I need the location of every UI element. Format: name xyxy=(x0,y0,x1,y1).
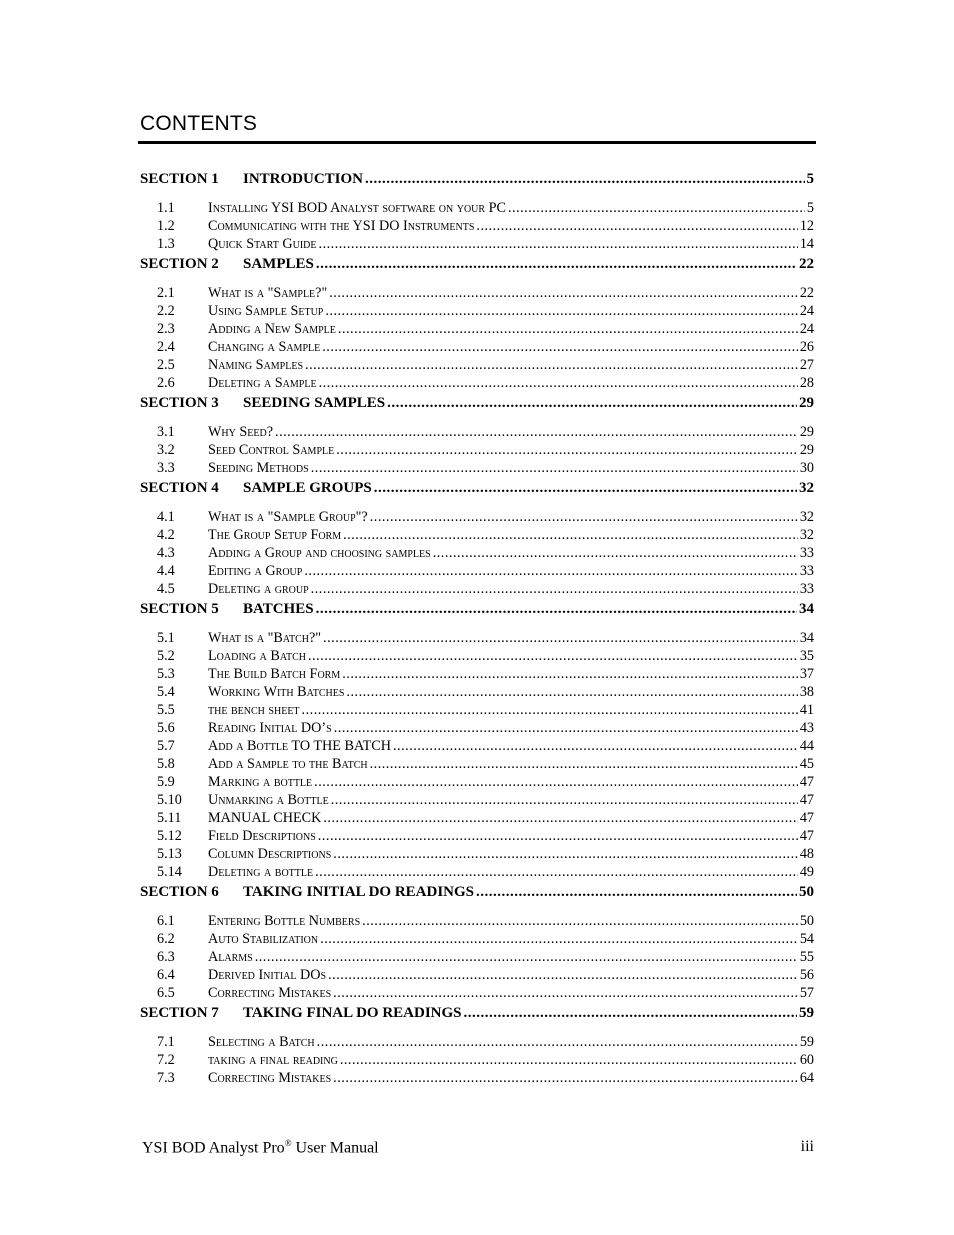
toc-subsection-entry[interactable] xyxy=(140,648,814,666)
toc-subsection-entry[interactable] xyxy=(140,828,814,846)
subsection-number: 7.2 xyxy=(157,1052,175,1068)
toc-subsection-entry[interactable] xyxy=(140,684,814,702)
dot-leader xyxy=(393,738,798,755)
subsection-title: Communicating with the YSI DO Instruments xyxy=(208,218,475,234)
section-title: TAKING INITIAL DO READINGS xyxy=(243,884,475,900)
subsection-number: 5.10 xyxy=(157,792,182,808)
subsection-page-number: 44 xyxy=(799,738,814,754)
subsection-page-number: 28 xyxy=(799,375,814,391)
section-label: SECTION 7 xyxy=(140,1005,219,1021)
subsection-title: Seed Control Sample xyxy=(208,442,335,458)
toc-subsection-entry[interactable] xyxy=(140,720,814,738)
subsection-number: 2.2 xyxy=(157,303,175,319)
subsection-number: 2.5 xyxy=(157,357,175,373)
subsection-number: 7.3 xyxy=(157,1070,175,1086)
dot-leader xyxy=(333,846,798,863)
dot-leader xyxy=(314,774,798,791)
toc-subsection-entry[interactable] xyxy=(140,810,814,828)
subsection-number: 4.4 xyxy=(157,563,175,579)
toc-subsection-entry[interactable] xyxy=(140,303,814,321)
dot-leader xyxy=(508,200,805,217)
subsection-title: Quick Start Guide xyxy=(208,236,317,252)
toc-subsection-list xyxy=(140,200,814,254)
subsection-page-number: 32 xyxy=(799,527,814,543)
toc-subsection-entry[interactable] xyxy=(140,985,814,1003)
subsection-title: Add a Sample to the Batch xyxy=(208,756,368,772)
toc-subsection-entry[interactable] xyxy=(140,236,814,254)
subsection-number: 1.3 xyxy=(157,236,175,252)
section-label: SECTION 4 xyxy=(140,480,219,496)
dot-leader xyxy=(319,375,798,392)
dot-leader xyxy=(320,931,798,948)
subsection-title: Using Sample Setup xyxy=(208,303,324,319)
subsection-page-number: 5 xyxy=(806,200,814,216)
subsection-title: Unmarking a Bottle xyxy=(208,792,329,808)
subsection-page-number: 47 xyxy=(799,828,814,844)
toc-subsection-list xyxy=(140,913,814,1003)
dot-leader xyxy=(464,1005,797,1022)
subsection-title: Derived Initial DOs xyxy=(208,967,327,983)
dot-leader xyxy=(433,545,798,562)
subsection-title: Adding a Group and choosing samples xyxy=(208,545,431,561)
section-title: SAMPLE GROUPS xyxy=(243,480,372,496)
toc-subsection-entry[interactable] xyxy=(140,931,814,949)
subsection-number: 3.2 xyxy=(157,442,175,458)
toc-section-entry[interactable] xyxy=(140,1005,814,1031)
dot-leader xyxy=(476,218,797,235)
subsection-page-number: 22 xyxy=(799,285,814,301)
subsection-title: What is a "Sample Group"? xyxy=(208,509,368,525)
toc-subsection-list xyxy=(140,1034,814,1088)
subsection-title: Naming Samples xyxy=(208,357,304,373)
subsection-number: 5.11 xyxy=(157,810,182,826)
subsection-number: 3.1 xyxy=(157,424,175,440)
section-title: SEEDING SAMPLES xyxy=(243,395,386,411)
subsection-title: Correcting Mistakes xyxy=(208,1070,332,1086)
subsection-title: What is a "Batch?" xyxy=(208,630,322,646)
subsection-page-number: 37 xyxy=(799,666,814,682)
subsection-page-number: 57 xyxy=(799,985,814,1001)
section-page-number: 5 xyxy=(806,171,814,187)
subsection-number: 1.2 xyxy=(157,218,175,234)
dot-leader xyxy=(317,1034,798,1051)
subsection-title: Alarms xyxy=(208,949,253,965)
page-title: CONTENTS xyxy=(140,112,258,135)
subsection-page-number: 27 xyxy=(799,357,814,373)
toc-subsection-entry[interactable] xyxy=(140,460,814,478)
toc-subsection-entry[interactable] xyxy=(140,321,814,339)
subsection-title: Why Seed? xyxy=(208,424,274,440)
toc-subsection-entry[interactable] xyxy=(140,738,814,756)
subsection-page-number: 33 xyxy=(799,563,814,579)
dot-leader xyxy=(362,913,798,930)
dot-leader xyxy=(387,395,797,412)
dot-leader xyxy=(370,756,798,773)
subsection-title: taking a final reading xyxy=(208,1052,338,1068)
toc-subsection-entry[interactable] xyxy=(140,375,814,393)
subsection-number: 4.3 xyxy=(157,545,175,561)
subsection-title: Add a Bottle TO THE BATCH xyxy=(208,738,391,754)
subsection-page-number: 26 xyxy=(799,339,814,355)
subsection-page-number: 24 xyxy=(799,321,814,337)
section-page-number: 50 xyxy=(799,884,814,900)
subsection-page-number: 35 xyxy=(799,648,814,664)
toc-subsection-entry[interactable] xyxy=(140,756,814,774)
subsection-page-number: 48 xyxy=(799,846,814,862)
subsection-title: Selecting a Batch xyxy=(208,1034,315,1050)
toc-subsection-entry[interactable] xyxy=(140,967,814,985)
dot-leader xyxy=(346,684,797,701)
subsection-title: Entering Bottle Numbers xyxy=(208,913,361,929)
dot-leader xyxy=(333,1070,798,1087)
toc-subsection-entry[interactable] xyxy=(140,527,814,545)
footer-manual-title: YSI BOD Analyst Pro® User Manual xyxy=(142,1138,379,1157)
toc-section-entry[interactable] xyxy=(140,480,814,506)
toc-subsection-entry[interactable] xyxy=(140,200,814,218)
toc-subsection-entry[interactable] xyxy=(140,545,814,563)
subsection-number: 5.8 xyxy=(157,756,175,772)
subsection-page-number: 14 xyxy=(799,236,814,252)
subsection-page-number: 29 xyxy=(799,424,814,440)
dot-leader xyxy=(343,527,798,544)
subsection-number: 5.9 xyxy=(157,774,175,790)
section-title: SAMPLES xyxy=(243,256,314,272)
subsection-title: Deleting a Sample xyxy=(208,375,317,391)
subsection-number: 5.7 xyxy=(157,738,175,754)
toc-subsection-entry[interactable] xyxy=(140,339,814,357)
subsection-number: 7.1 xyxy=(157,1034,175,1050)
toc-subsection-entry[interactable] xyxy=(140,792,814,810)
subsection-title: Changing a Sample xyxy=(208,339,321,355)
title-divider xyxy=(138,141,816,144)
subsection-title: Deleting a group xyxy=(208,581,309,597)
subsection-title: The Build Batch Form xyxy=(208,666,341,682)
dot-leader xyxy=(322,339,798,356)
toc-subsection-entry[interactable] xyxy=(140,285,814,303)
subsection-title: Working With Batches xyxy=(208,684,345,700)
dot-leader xyxy=(318,828,798,845)
dot-leader xyxy=(329,285,798,302)
subsection-number: 5.14 xyxy=(157,864,182,880)
section-page-number: 32 xyxy=(799,480,814,496)
subsection-number: 6.3 xyxy=(157,949,175,965)
subsection-number: 5.6 xyxy=(157,720,175,736)
subsection-title: MANUAL CHECK xyxy=(208,810,322,826)
toc-subsection-entry[interactable] xyxy=(140,424,814,442)
toc-subsection-entry[interactable] xyxy=(140,864,814,882)
toc-subsection-list xyxy=(140,509,814,599)
subsection-title: the bench sheet xyxy=(208,702,300,718)
subsection-title: Column Descriptions xyxy=(208,846,332,862)
dot-leader xyxy=(336,442,798,459)
section-label: SECTION 2 xyxy=(140,256,219,272)
subsection-page-number: 60 xyxy=(799,1052,814,1068)
toc-section-entry[interactable] xyxy=(140,395,814,421)
toc-section-entry[interactable] xyxy=(140,171,814,197)
dot-leader xyxy=(311,460,798,477)
subsection-title: Installing YSI BOD Analyst software on your PC xyxy=(208,200,506,216)
subsection-title: Seeding Methods xyxy=(208,460,309,476)
dot-leader xyxy=(328,967,798,984)
subsection-page-number: 38 xyxy=(799,684,814,700)
dot-leader xyxy=(476,884,797,901)
subsection-page-number: 56 xyxy=(799,967,814,983)
toc-subsection-entry[interactable] xyxy=(140,949,814,967)
toc-subsection-entry[interactable] xyxy=(140,702,814,720)
toc-section-entry[interactable] xyxy=(140,884,814,910)
toc-subsection-entry[interactable] xyxy=(140,218,814,236)
section-title: TAKING FINAL DO READINGS xyxy=(243,1005,462,1021)
subsection-title: Loading a Batch xyxy=(208,648,306,664)
subsection-page-number: 41 xyxy=(799,702,814,718)
subsection-title: Correcting Mistakes xyxy=(208,985,332,1001)
subsection-page-number: 30 xyxy=(799,460,814,476)
subsection-title: Adding a New Sample xyxy=(208,321,336,337)
toc-subsection-list xyxy=(140,285,814,393)
subsection-title: What is a "Sample?" xyxy=(208,285,328,301)
subsection-title: Editing a Group xyxy=(208,563,303,579)
toc-subsection-entry[interactable] xyxy=(140,357,814,375)
subsection-number: 4.2 xyxy=(157,527,175,543)
subsection-number: 4.5 xyxy=(157,581,175,597)
dot-leader xyxy=(323,630,798,647)
dot-leader xyxy=(370,509,798,526)
subsection-number: 5.12 xyxy=(157,828,182,844)
subsection-page-number: 24 xyxy=(799,303,814,319)
subsection-number: 5.1 xyxy=(157,630,175,646)
subsection-number: 5.3 xyxy=(157,666,175,682)
subsection-number: 2.4 xyxy=(157,339,175,355)
subsection-number: 5.2 xyxy=(157,648,175,664)
section-page-number: 22 xyxy=(799,256,814,272)
toc-subsection-entry[interactable] xyxy=(140,563,814,581)
subsection-number: 5.4 xyxy=(157,684,175,700)
dot-leader xyxy=(331,792,798,809)
subsection-title: The Group Setup Form xyxy=(208,527,342,543)
subsection-page-number: 50 xyxy=(799,913,814,929)
section-page-number: 29 xyxy=(799,395,814,411)
section-label: SECTION 1 xyxy=(140,171,219,187)
subsection-number: 6.1 xyxy=(157,913,175,929)
dot-leader xyxy=(311,581,798,598)
subsection-page-number: 49 xyxy=(799,864,814,880)
section-page-number: 59 xyxy=(799,1005,814,1021)
dot-leader xyxy=(325,303,797,320)
subsection-number: 2.1 xyxy=(157,285,175,301)
toc-subsection-entry[interactable] xyxy=(140,913,814,931)
subsection-page-number: 45 xyxy=(799,756,814,772)
toc-subsection-entry[interactable] xyxy=(140,630,814,648)
footer-page-number: iii xyxy=(800,1138,814,1155)
dot-leader xyxy=(365,171,804,188)
dot-leader xyxy=(340,1052,798,1069)
subsection-page-number: 55 xyxy=(799,949,814,965)
toc-section-entry[interactable] xyxy=(140,601,814,627)
toc-subsection-entry[interactable] xyxy=(140,774,814,792)
toc-subsection-entry[interactable] xyxy=(140,1034,814,1052)
subsection-page-number: 33 xyxy=(799,581,814,597)
page-footer xyxy=(142,1138,814,1157)
subsection-page-number: 29 xyxy=(799,442,814,458)
subsection-page-number: 47 xyxy=(799,792,814,808)
subsection-page-number: 54 xyxy=(799,931,814,947)
toc-subsection-list xyxy=(140,630,814,882)
subsection-number: 2.6 xyxy=(157,375,175,391)
dot-leader xyxy=(315,864,798,881)
dot-leader xyxy=(374,480,797,497)
toc-subsection-entry[interactable] xyxy=(140,509,814,527)
dot-leader xyxy=(319,236,798,253)
dot-leader xyxy=(323,810,797,827)
subsection-number: 6.4 xyxy=(157,967,175,983)
toc-subsection-entry[interactable] xyxy=(140,442,814,460)
toc-subsection-entry[interactable] xyxy=(140,1070,814,1088)
dot-leader xyxy=(316,256,797,273)
dot-leader xyxy=(304,563,797,580)
toc-section-entry[interactable] xyxy=(140,256,814,282)
dot-leader xyxy=(342,666,798,683)
subsection-page-number: 59 xyxy=(799,1034,814,1050)
section-page-number: 34 xyxy=(799,601,814,617)
dot-leader xyxy=(334,720,798,737)
subsection-page-number: 47 xyxy=(799,810,814,826)
subsection-page-number: 32 xyxy=(799,509,814,525)
toc-subsection-entry[interactable] xyxy=(140,1052,814,1070)
subsection-page-number: 33 xyxy=(799,545,814,561)
section-label: SECTION 3 xyxy=(140,395,219,411)
table-of-contents xyxy=(140,171,814,1090)
subsection-number: 6.2 xyxy=(157,931,175,947)
dot-leader xyxy=(308,648,798,665)
section-label: SECTION 6 xyxy=(140,884,219,900)
subsection-number: 6.5 xyxy=(157,985,175,1001)
subsection-number: 2.3 xyxy=(157,321,175,337)
subsection-page-number: 64 xyxy=(799,1070,814,1086)
dot-leader xyxy=(275,424,798,441)
subsection-number: 5.13 xyxy=(157,846,182,862)
dot-leader xyxy=(338,321,798,338)
subsection-page-number: 43 xyxy=(799,720,814,736)
section-title: INTRODUCTION xyxy=(243,171,364,187)
subsection-page-number: 12 xyxy=(799,218,814,234)
subsection-title: Field Descriptions xyxy=(208,828,316,844)
subsection-number: 4.1 xyxy=(157,509,175,525)
dot-leader xyxy=(305,357,798,374)
toc-subsection-entry[interactable] xyxy=(140,846,814,864)
subsection-title: Auto Stabilization xyxy=(208,931,319,947)
section-title: BATCHES xyxy=(243,601,314,617)
subsection-number: 3.3 xyxy=(157,460,175,476)
subsection-page-number: 47 xyxy=(799,774,814,790)
subsection-title: Marking a bottle xyxy=(208,774,313,790)
dot-leader xyxy=(255,949,798,966)
toc-subsection-entry[interactable] xyxy=(140,581,814,599)
toc-subsection-list xyxy=(140,424,814,478)
subsection-title: Deleting a bottle xyxy=(208,864,314,880)
subsection-number: 1.1 xyxy=(157,200,175,216)
toc-subsection-entry[interactable] xyxy=(140,666,814,684)
dot-leader xyxy=(316,601,797,618)
subsection-number: 5.5 xyxy=(157,702,175,718)
section-label: SECTION 5 xyxy=(140,601,219,617)
subsection-page-number: 34 xyxy=(799,630,814,646)
dot-leader xyxy=(302,702,798,719)
subsection-title: Reading Initial DO’s xyxy=(208,720,332,736)
dot-leader xyxy=(333,985,798,1002)
